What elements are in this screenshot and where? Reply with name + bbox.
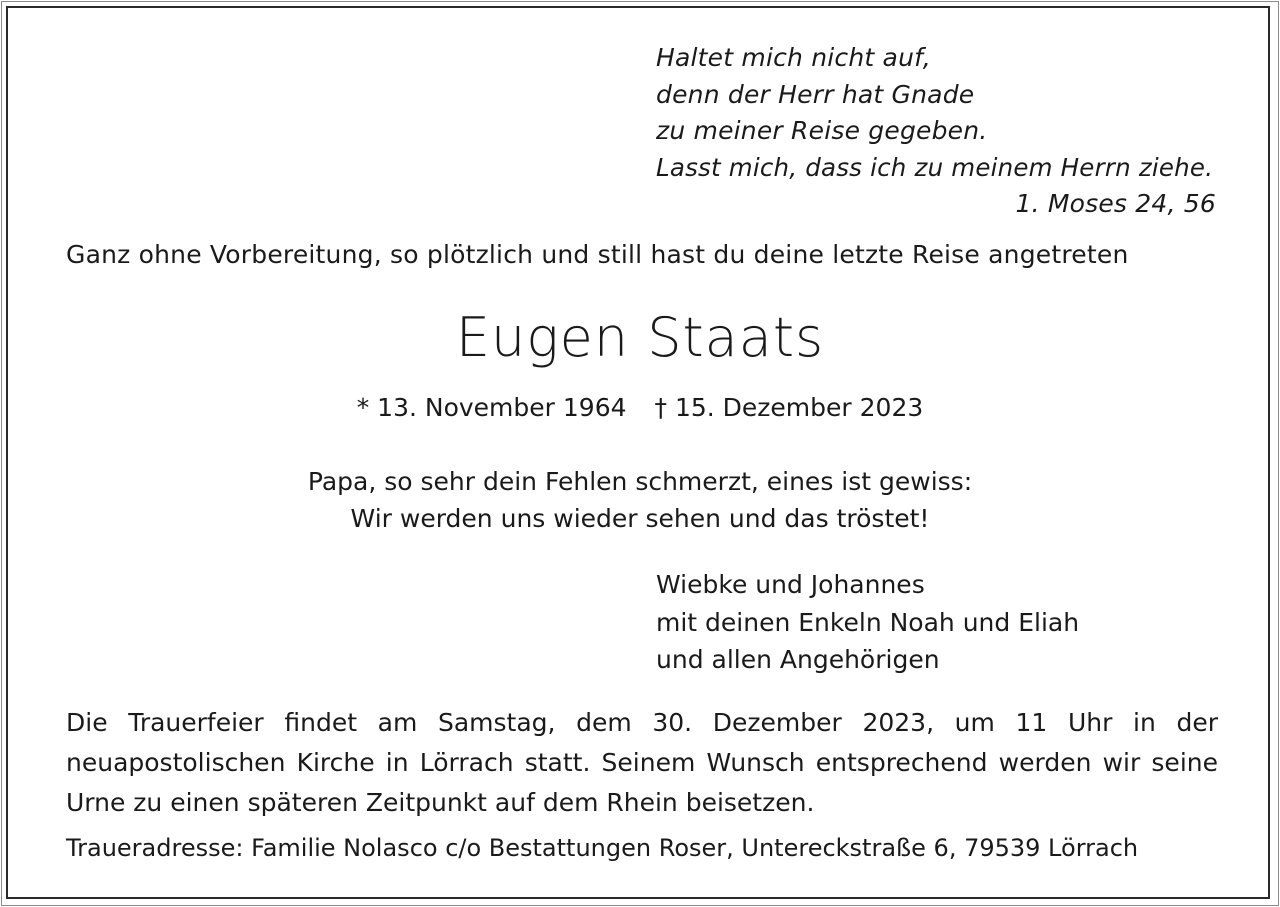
mourner-line: und allen Angehörigen: [656, 645, 940, 674]
mourner-line: mit deinen Enkeln Noah und Eliah: [656, 607, 1080, 637]
intro-text: Ganz ohne Vorbereitung, so plötzlich und still hast du deine letzte Reise angetreten: [66, 240, 1129, 269]
message-line: Wir werden uns wieder sehen und das tröstet!: [350, 504, 930, 533]
message-line: Papa, so sehr dein Fehlen schmerzt, eines ist gewiss:: [307, 467, 973, 496]
birth-date: * 13. November 1964: [356, 393, 627, 422]
funeral-service-info: Die Trauerfeier findet am Samstag, dem 30. Dezember 2023, um 11 Uhr in der neuapostolischen Kirche in Lörrach statt. Seinem Wunsch entsprechend werden wir seine Urne zu einen späteren Zeitpunkt auf dem Rhein beisetzen.: [66, 708, 1218, 817]
verse-line: Lasst mich, dass ich zu meinem Herrn ziehe.: [656, 152, 1214, 182]
verse-line: Haltet mich nicht auf,: [656, 43, 931, 72]
bible-verse: [656, 40, 1216, 223]
farewell-message: [0, 463, 1280, 537]
verse-source: 1. Moses 24, 56: [1015, 189, 1216, 218]
verse-line: zu meiner Reise gegeben.: [656, 116, 988, 145]
verse-line: denn der Herr hat Gnade: [656, 79, 975, 109]
life-dates: [0, 393, 1280, 422]
mourning-address: Traueradresse: Familie Nolasco c/o Bestattungen Roser, Untereckstraße 6, 79539 Lörrach: [66, 834, 1139, 862]
deceased-name: Eugen Staats: [455, 306, 825, 369]
mourner-line: Wiebke und Johannes: [656, 570, 925, 599]
death-date: † 15. Dezember 2023: [654, 393, 924, 422]
mourners-list: [656, 566, 1079, 679]
